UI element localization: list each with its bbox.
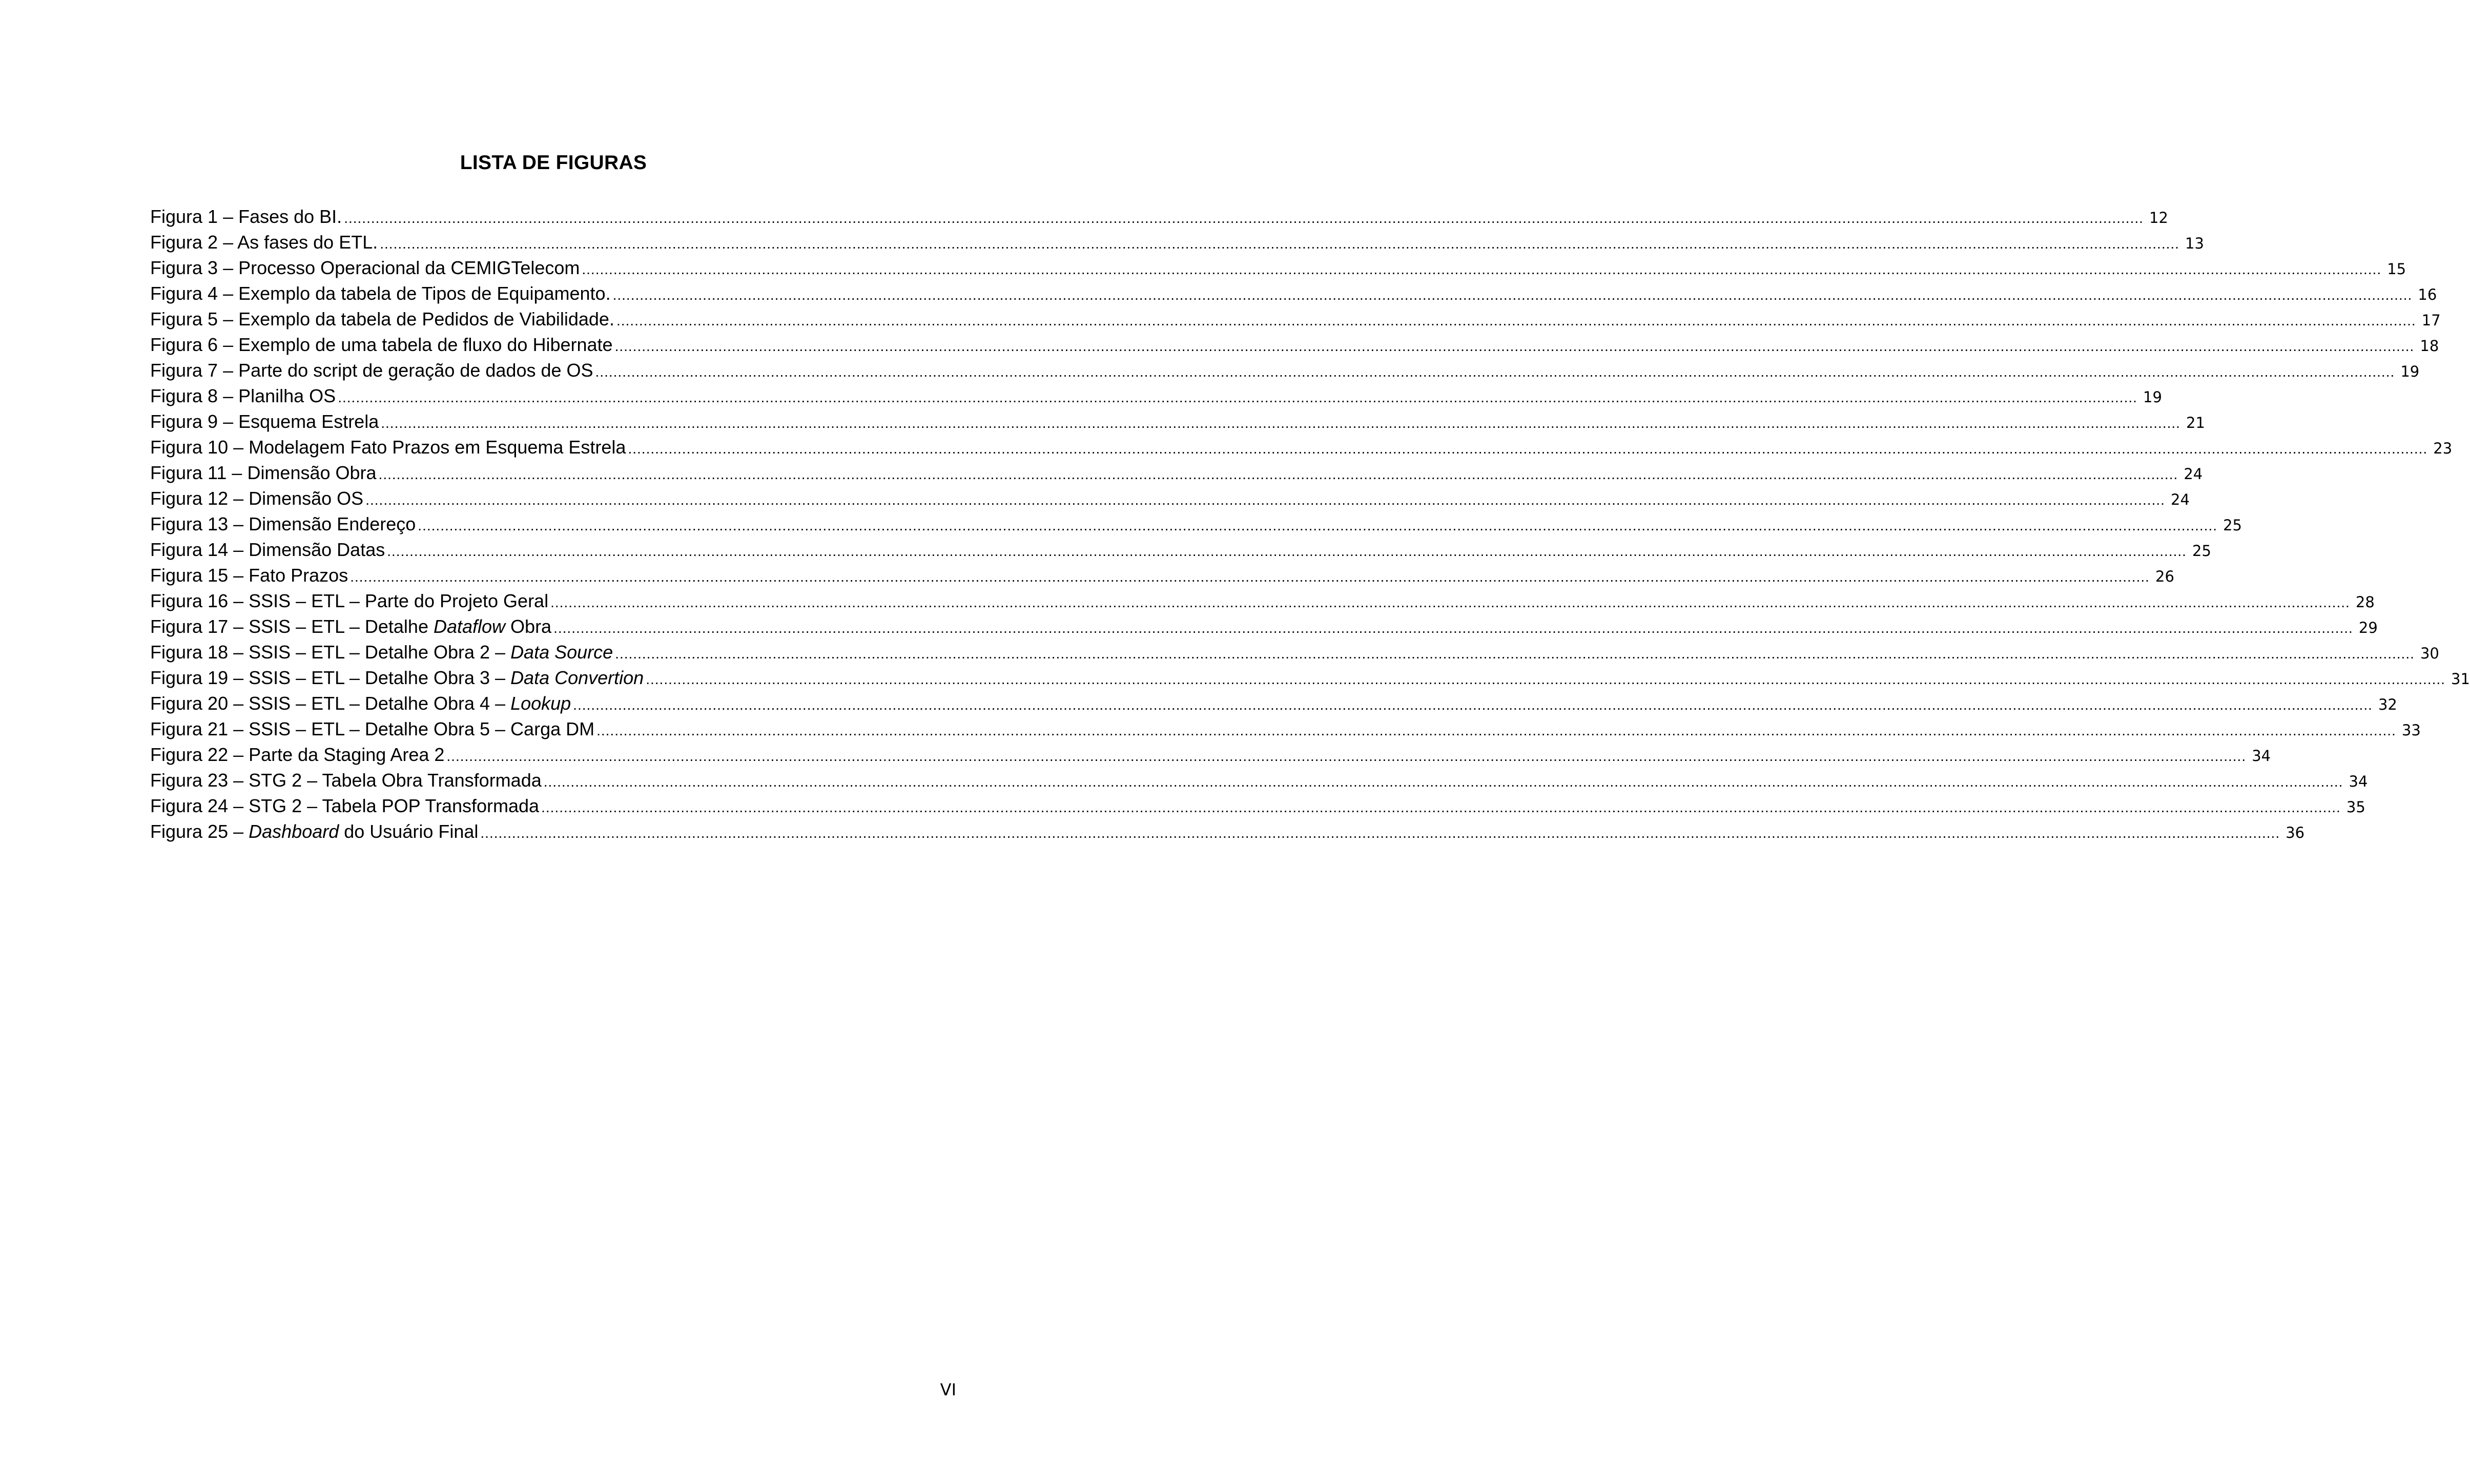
figure-entry-title-part: Figura 7 – Parte do script de geração de dados de OS <box>150 360 593 381</box>
figure-entry-page-number: 12 <box>2149 209 2168 226</box>
figure-list-entry[interactable] <box>150 716 2421 742</box>
figure-entry-title-part: Figura 1 – Fases do BI. <box>150 206 342 227</box>
dot-leader: ................................................................................................................................................................................................................................................................................................................................................................................................................ <box>350 569 2150 585</box>
figure-entry-page-number: 18 <box>2420 337 2439 355</box>
dot-leader: ................................................................................................................................................................................................................................................................................................................................................................................................................ <box>612 287 2413 303</box>
figure-list-entry[interactable] <box>150 614 2378 640</box>
figure-entry-title <box>150 460 377 486</box>
figure-list-entry[interactable] <box>150 204 2168 230</box>
figure-entry-title <box>150 563 348 588</box>
figure-entry-title <box>150 409 379 435</box>
dot-leader: ................................................................................................................................................................................................................................................................................................................................................................................................................ <box>446 748 2247 764</box>
figure-entry-title <box>150 435 626 460</box>
figure-entry-title-part: Figura 6 – Exemplo de uma tabela de fluxo do Hibernate <box>150 334 613 355</box>
figure-entry-title-part: Figura 2 – As fases do ETL. <box>150 232 378 253</box>
figure-entry-title <box>150 793 539 819</box>
figure-entry-title-part: Figura 13 – Dimensão Endereço <box>150 513 416 534</box>
figure-entry-title-part: Figura 17 – SSIS – ETL – Detalhe <box>150 616 434 637</box>
figure-entry-page-number: 32 <box>2378 696 2397 713</box>
figure-entry-title-part: Figura 24 – STG 2 – Tabela POP Transformada <box>150 795 540 816</box>
figure-entry-page-number: 30 <box>2420 645 2439 662</box>
figure-entry-title-italic-part: Data Convertion <box>510 667 644 688</box>
figure-entry-page-number: 34 <box>2349 773 2368 790</box>
figure-entry-title-part: Figura 14 – Dimensão Datas <box>150 539 385 560</box>
figure-entry-page-number: 24 <box>2171 491 2190 508</box>
figure-list-entry[interactable] <box>150 383 2162 409</box>
dot-leader: ................................................................................................................................................................................................................................................................................................................................................................................................................ <box>338 389 2137 405</box>
dot-leader: ................................................................................................................................................................................................................................................................................................................................................................................................................ <box>614 338 2415 354</box>
figure-entry-title-part: Figura 10 – Modelagem Fato Prazos em Esquema Estrela <box>150 437 626 458</box>
figure-list-entry[interactable] <box>150 511 2242 537</box>
figure-entry-title <box>150 537 385 563</box>
figure-entry-title <box>150 230 378 255</box>
figure-entry-title <box>150 742 444 768</box>
figure-entry-title-part: Figura 20 – SSIS – ETL – Detalhe Obra 4 – <box>150 693 511 714</box>
dot-leader: ................................................................................................................................................................................................................................................................................................................................................................................................................ <box>550 594 2350 610</box>
figure-entry-title-part: Figura 15 – Fato Prazos <box>150 565 348 586</box>
figure-entry-title <box>150 716 594 742</box>
figure-entry-page-number: 25 <box>2223 517 2242 534</box>
figure-list-entry[interactable] <box>150 230 2204 255</box>
figure-entry-page-number: 31 <box>2451 670 2470 688</box>
figure-entry-page-number: 24 <box>2184 465 2203 483</box>
figure-entry-title <box>150 640 613 665</box>
figure-list-entry[interactable] <box>150 435 2453 460</box>
figure-entry-title-part: do Usuário Final <box>339 821 479 842</box>
figure-list-entry[interactable] <box>150 306 2441 332</box>
figure-list-entry[interactable] <box>150 255 2406 281</box>
figure-list-entry[interactable] <box>150 409 2205 435</box>
figure-entry-title-part: Figura 12 – Dimensão OS <box>150 488 364 509</box>
figure-entry-title-italic-part: Dataflow <box>433 616 506 637</box>
figure-list-entry[interactable] <box>150 332 2439 358</box>
figure-entry-title <box>150 281 611 306</box>
figure-entry-page-number: 34 <box>2252 747 2271 765</box>
figure-list-entry[interactable] <box>150 640 2439 665</box>
figure-entry-page-number: 29 <box>2358 619 2378 636</box>
dot-leader: ................................................................................................................................................................................................................................................................................................................................................................................................................ <box>646 671 2445 687</box>
dot-leader: ................................................................................................................................................................................................................................................................................................................................................................................................................ <box>387 543 2187 559</box>
figure-entry-page-number: 23 <box>2433 440 2453 457</box>
figure-list-entry[interactable] <box>150 358 2420 383</box>
figure-entry-page-number: 25 <box>2192 542 2211 560</box>
figure-entry-title-part: Figura 16 – SSIS – ETL – Parte do Projeto Geral <box>150 590 549 611</box>
figure-entry-title-italic-part: Data Source <box>510 642 613 663</box>
page-number: VI <box>940 1380 956 1399</box>
dot-leader: ................................................................................................................................................................................................................................................................................................................................................................................................................ <box>616 313 2416 328</box>
figure-list-entry[interactable] <box>150 793 2365 819</box>
figure-entry-page-number: 13 <box>2185 235 2204 252</box>
dot-leader: ................................................................................................................................................................................................................................................................................................................................................................................................................ <box>365 492 2165 508</box>
dot-leader: ................................................................................................................................................................................................................................................................................................................................................................................................................ <box>480 825 2280 841</box>
figure-entry-title-part: Figura 21 – SSIS – ETL – Detalhe Obra 5 – Carga DM <box>150 718 595 739</box>
figure-list-entry[interactable] <box>150 588 2375 614</box>
figure-entry-title-part: Figura 18 – SSIS – ETL – Detalhe Obra 2 – <box>150 642 511 663</box>
page-title: LISTA DE FIGURAS <box>460 152 647 174</box>
figure-entry-title-part: Figura 3 – Processo Operacional da CEMIGTelecom <box>150 257 580 278</box>
figure-list-entry[interactable] <box>150 486 2190 511</box>
figure-entry-title <box>150 614 551 640</box>
figure-list-entry[interactable] <box>150 537 2211 563</box>
dot-leader: ................................................................................................................................................................................................................................................................................................................................................................................................................ <box>378 466 2178 482</box>
figure-list-entry[interactable] <box>150 563 2174 588</box>
figure-entry-title-part: Figura 4 – Exemplo da tabela de Tipos de Equipamento. <box>150 283 611 304</box>
figure-entry-title-part: Figura 23 – STG 2 – Tabela Obra Transformada <box>150 770 542 791</box>
figure-entry-page-number: 16 <box>2418 286 2437 303</box>
figure-entry-title <box>150 819 478 844</box>
figure-entry-title <box>150 332 613 358</box>
dot-leader: ................................................................................................................................................................................................................................................................................................................................................................................................................ <box>573 697 2373 713</box>
figure-entry-title <box>150 255 580 281</box>
dot-leader: ................................................................................................................................................................................................................................................................................................................................................................................................................ <box>418 518 2218 533</box>
figure-entry-page-number: 21 <box>2186 414 2205 431</box>
figure-list-entry[interactable] <box>150 281 2437 306</box>
figure-entry-title <box>150 665 644 691</box>
figure-entry-title <box>150 486 363 511</box>
figure-entry-page-number: 19 <box>2143 388 2162 406</box>
figure-entry-title <box>150 306 614 332</box>
figure-entry-title <box>150 768 542 793</box>
figure-entry-title-part: Figura 19 – SSIS – ETL – Detalhe Obra 3 – <box>150 667 511 688</box>
figure-entry-title-italic-part: Dashboard <box>249 821 339 842</box>
figure-entry-title <box>150 358 593 383</box>
figure-entry-page-number: 35 <box>2346 798 2365 816</box>
figure-entry-title <box>150 511 416 537</box>
figure-entry-title-part: Obra <box>505 616 552 637</box>
figure-entry-page-number: 19 <box>2400 363 2420 380</box>
dot-leader: ................................................................................................................................................................................................................................................................................................................................................................................................................ <box>582 261 2382 277</box>
figure-list-entry[interactable] <box>150 665 2470 691</box>
figure-entry-title-part: Figura 22 – Parte da Staging Area 2 <box>150 744 445 765</box>
dot-leader: ................................................................................................................................................................................................................................................................................................................................................................................................................ <box>541 799 2341 815</box>
figure-entry-title-part: Figura 9 – Esquema Estrela <box>150 411 379 432</box>
figure-entry-title <box>150 691 571 716</box>
dot-leader: ................................................................................................................................................................................................................................................................................................................................................................................................................ <box>344 210 2144 226</box>
figure-entry-page-number: 36 <box>2286 824 2305 841</box>
figure-entry-page-number: 33 <box>2401 722 2421 739</box>
figure-list-entry[interactable] <box>150 460 2203 486</box>
figure-list-entry[interactable] <box>150 819 2305 844</box>
dot-leader: ................................................................................................................................................................................................................................................................................................................................................................................................................ <box>615 646 2415 662</box>
figure-entry-title-part: Figura 11 – Dimensão Obra <box>150 462 377 483</box>
figure-entry-page-number: 17 <box>2421 312 2441 329</box>
figure-entry-page-number: 26 <box>2155 568 2174 585</box>
figure-list <box>150 204 2470 844</box>
figure-entry-title-italic-part: Lookup <box>510 693 571 714</box>
figure-entry-page-number: 28 <box>2355 593 2375 611</box>
dot-leader: ................................................................................................................................................................................................................................................................................................................................................................................................................ <box>381 415 2180 431</box>
dot-leader: ................................................................................................................................................................................................................................................................................................................................................................................................................ <box>543 774 2343 790</box>
figure-entry-title <box>150 204 342 230</box>
figure-entry-title-part: Figura 8 – Planilha OS <box>150 385 336 406</box>
dot-leader: ................................................................................................................................................................................................................................................................................................................................................................................................................ <box>553 620 2353 636</box>
figure-list-entry[interactable] <box>150 768 2368 793</box>
dot-leader: ................................................................................................................................................................................................................................................................................................................................................................................................................ <box>596 723 2396 738</box>
figure-list-entry[interactable] <box>150 742 2271 768</box>
figure-list-entry[interactable] <box>150 691 2397 716</box>
figure-entry-title <box>150 588 548 614</box>
figure-entry-title-part: Figura 25 – <box>150 821 249 842</box>
figure-entry-page-number: 15 <box>2387 260 2406 278</box>
dot-leader: ................................................................................................................................................................................................................................................................................................................................................................................................................ <box>595 364 2395 380</box>
dot-leader: ................................................................................................................................................................................................................................................................................................................................................................................................................ <box>628 441 2428 457</box>
figure-entry-title-part: Figura 5 – Exemplo da tabela de Pedidos de Viabilidade. <box>150 308 614 329</box>
dot-leader: ................................................................................................................................................................................................................................................................................................................................................................................................................ <box>380 236 2179 252</box>
figure-entry-title <box>150 383 336 409</box>
